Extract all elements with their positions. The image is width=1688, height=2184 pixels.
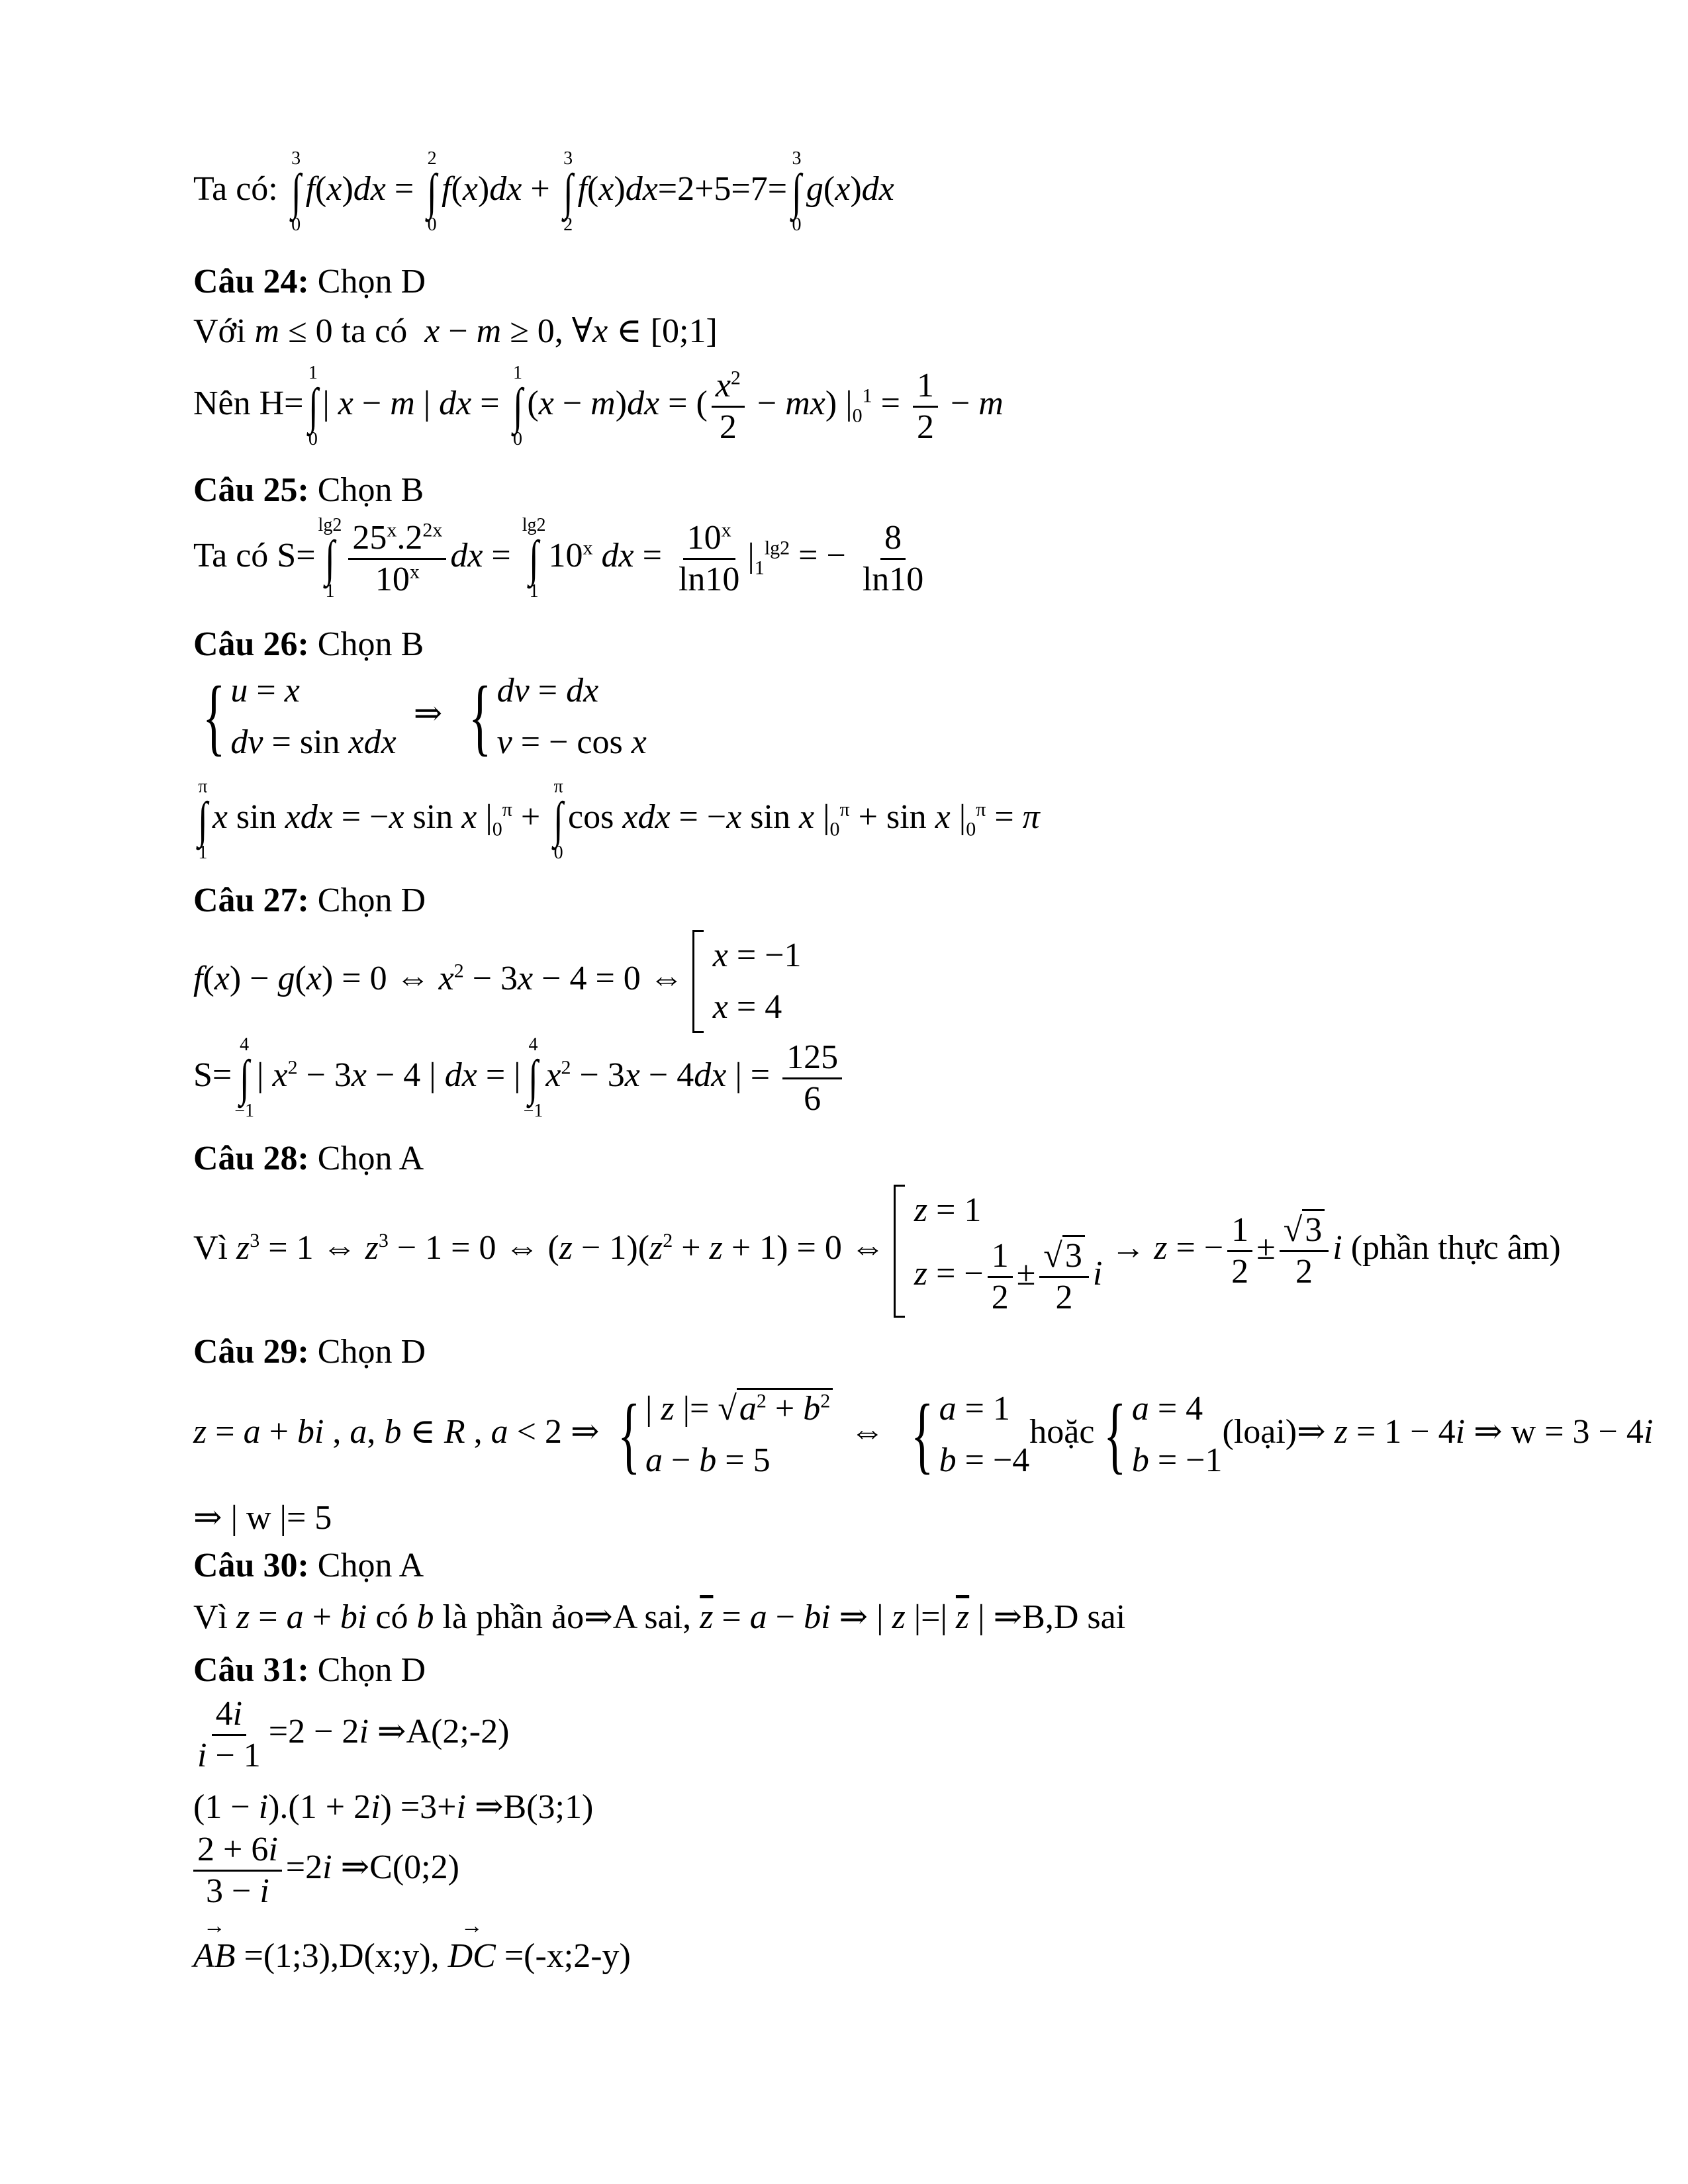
math-line: → AB =(1;3),D(x;y), → DC =(-x;2-y)	[193, 1936, 631, 1977]
math-line: Với m ≤ 0 ta có x − m ≥ 0, ∀x ∈ [0;1]	[193, 312, 718, 350]
math-line: Vì $z^3 = 1$ ⇔ $z^3 - 1 = 0$ ⇔ $(z - 1)(z^2 + z + 1) = 0$ ⇔ z = 1 z = − $\frac{1}{2}$ ± $\frac{√3}{2}$ i → z = − $\frac{1}{2}$ ± $\frac{√3}{2}$ i (phần thực âm)	[193, 1185, 1561, 1318]
question-heading: Câu 26: Chọn B	[193, 625, 424, 663]
math-line: Vì z = a + bi có b là phần ảo⇒A sai, $\overline{z} = a$ − bi ⇒ | z |=| $\overline{z}$ | ⇒B,D sai	[193, 1598, 1126, 1636]
integral: 3 ∫ 2	[563, 148, 573, 236]
text: Ta có:	[193, 170, 278, 208]
question-heading: Câu 27: Chọn D	[193, 882, 426, 919]
math-line: S= 4 ∫ −1 | $x^2 - 3x - 4$ | dx = | 4 ∫ −1 $x^2 - 3x - 4dx$ | = $\frac{125}{6}$	[193, 1036, 846, 1120]
question-heading: Câu 25: Chọn B	[193, 471, 424, 509]
question-heading: Câu 29: Chọn D	[193, 1333, 426, 1371]
math-line: f(x) − g(x) = 0 ⇔ $x^2 - 3x - 4 = 0$ ⇔ x = −1 x = 4	[193, 930, 802, 1033]
math-line: $\frac{2 + 6i}{3 - i}$ =2i ⇒C(0;2)	[193, 1830, 459, 1911]
question-heading: Câu 28: Chọn A	[193, 1140, 424, 1177]
text: =2+5=7=	[657, 170, 788, 208]
math-line: π ∫ 1 x sin xdx = −x sin x $|_0^\pi$ + π ∫ 0 cos xdx = −x sin x $|_0^\pi + \sin x$ $|_0^\pi = \pi$	[198, 776, 1040, 864]
math-line: z = a + bi , a, b ∈ R , a < 2 ⇒ { | z |= $√a^2 + b^2$ a − b = 5 ⇔ { a = 1 b = −4 hoặc { a = 4 b = −1 (loại)⇒ z = 1 − 4i ⇒ w = 3 − 4i	[193, 1387, 1654, 1482]
math-line: ⇒ | w |= 5	[193, 1499, 332, 1537]
math-line: Ta có S= lg2 ∫ 1 $\frac{25^x.2^{2x}}{10^x}$ dx = lg2 ∫ 1 10$^x$ dx = $\frac{10^x}{\ln 10}$ $|_1^{lg2}$ = − $\frac{8}{\ln 10}$	[193, 515, 924, 602]
integral: 3 ∫ 0	[792, 148, 802, 236]
question-heading: Câu 30: Chọn A	[193, 1547, 424, 1584]
question-heading: Câu 31: Chọn D	[193, 1651, 426, 1689]
integral: 3 ∫ 0	[291, 148, 301, 236]
math-line: $\frac{4i}{i - 1}$ =2 − 2i ⇒A(2;-2)	[197, 1695, 510, 1774]
line-ta-co-integral-sum: Ta có: 3 ∫ 0 f(x)dx = 2 ∫ 0 f(x)dx + 3 ∫ 2 f(x)dx=2+5=7= 3 ∫ 0 g(x)dx	[193, 148, 894, 236]
question-heading: Câu 24: Chọn D	[193, 263, 426, 300]
math-line: { u = x dv = sin xdx ⇒ { dv = dx v = − cos x	[203, 669, 647, 764]
math-line: (1 − i).(1 + 2i) =3+i ⇒B(3;1)	[193, 1788, 594, 1826]
integral: 2 ∫ 0	[427, 148, 437, 236]
math-line: Nên H= 1 ∫ 0 | x − m | dx = 1 ∫ 0 (x − m)dx = ( $\frac{x^2}{2}$ − mx) $|_0^1$ = $\frac{1}{2}$ − m	[193, 363, 1004, 450]
